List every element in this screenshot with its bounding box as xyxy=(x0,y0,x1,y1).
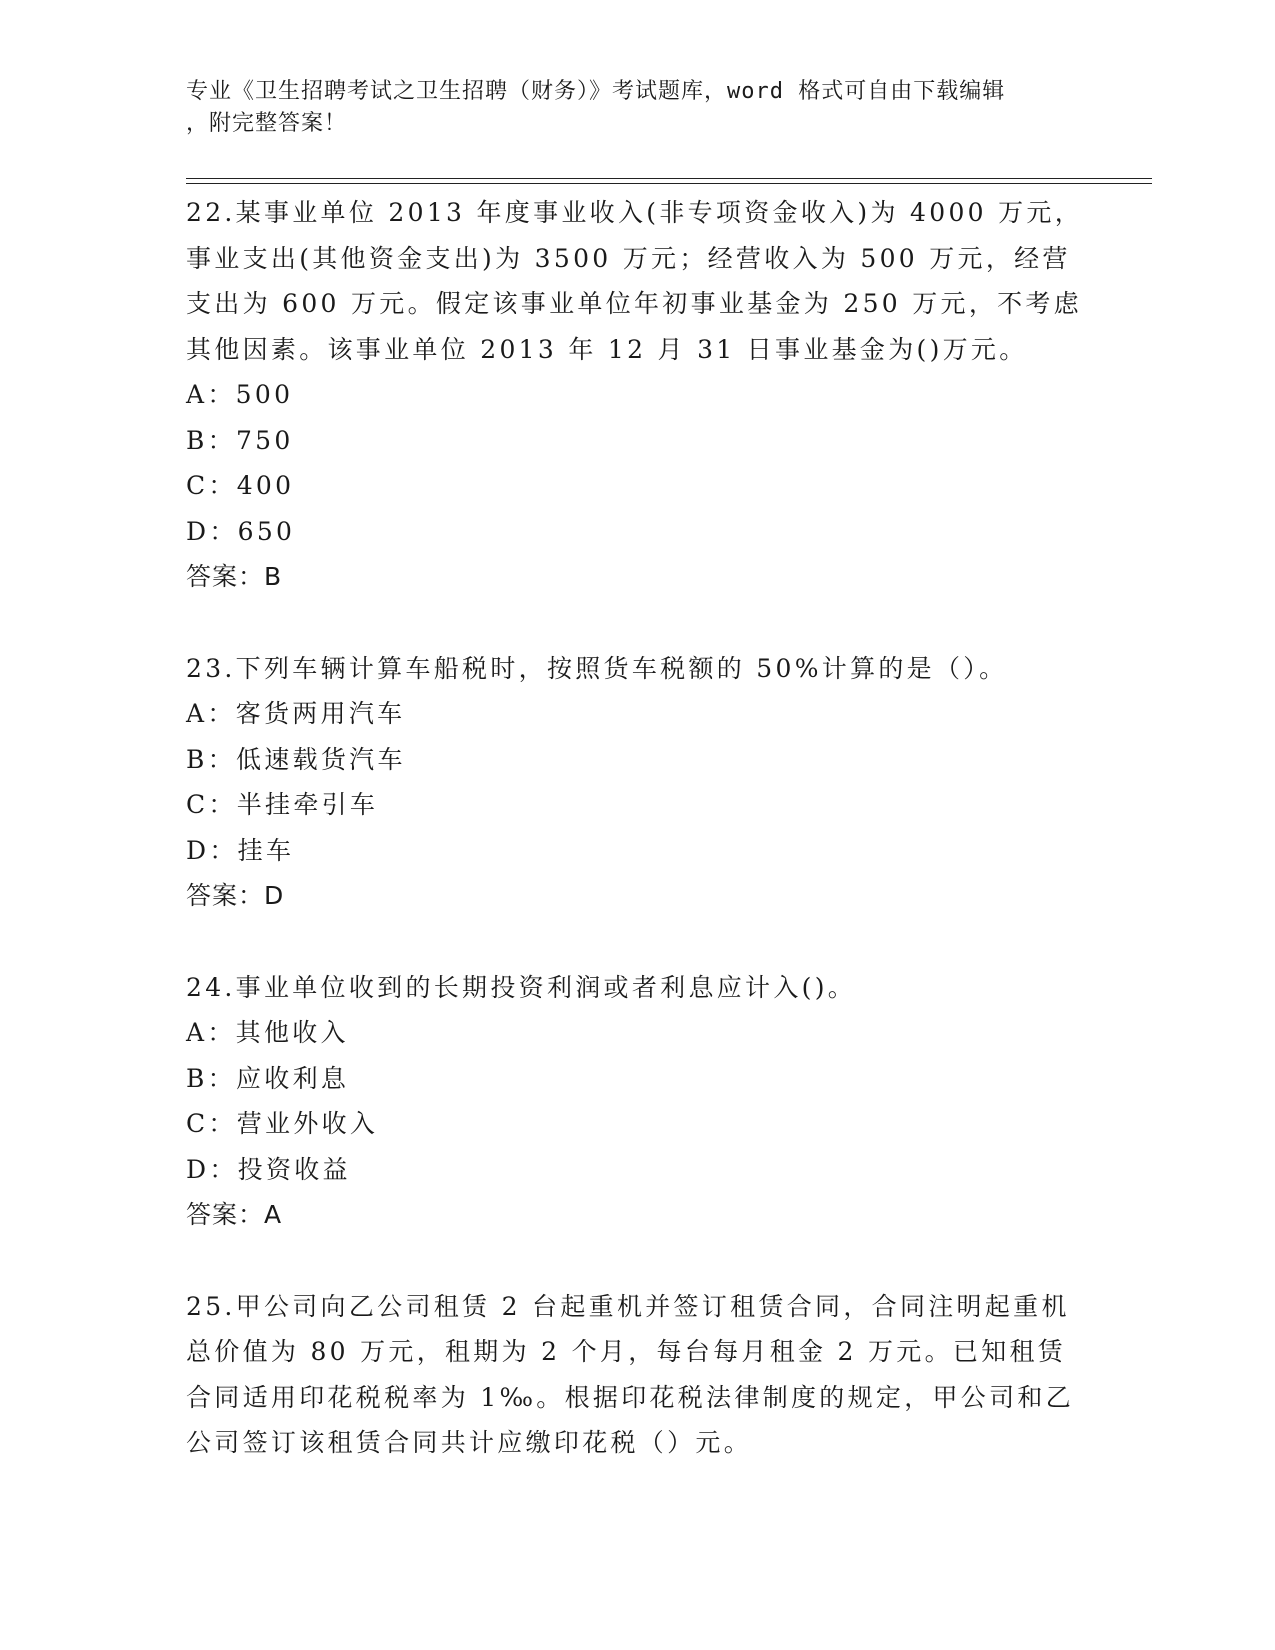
option-c: C：400 xyxy=(186,471,295,500)
question-24 xyxy=(186,965,1086,1238)
question-list xyxy=(186,190,1086,1512)
header-line-2: ，附完整答案！ xyxy=(186,111,348,136)
header-divider-top xyxy=(186,178,1152,179)
answer-label: 答案：D xyxy=(186,881,285,910)
answer-label: 答案：A xyxy=(186,1200,283,1229)
header-line-1: 专业《卫生招聘考试之卫生招聘（财务）》考试题库，word 格式可自由下载编辑 xyxy=(186,79,1006,104)
option-list xyxy=(186,372,1086,554)
header-divider-bottom xyxy=(186,183,1152,184)
question-23 xyxy=(186,646,1086,919)
option-list xyxy=(186,691,1086,873)
option-list xyxy=(186,1010,1086,1192)
answer-label: 答案：B xyxy=(186,562,283,591)
option-a: A：客货两用汽车 xyxy=(186,699,406,728)
option-a: A：500 xyxy=(186,380,294,409)
question-22 xyxy=(186,190,1086,600)
option-a: A：其他收入 xyxy=(186,1018,349,1047)
option-b: B：应收利息 xyxy=(186,1063,350,1093)
option-c: C：半挂牵引车 xyxy=(186,790,379,819)
option-b: B：低速载货汽车 xyxy=(186,744,406,774)
option-d: D：投资收益 xyxy=(186,1154,351,1184)
question-text: 24.事业单位收到的长期投资利润或者利息应计入()。 xyxy=(186,972,857,1002)
question-text: 25.甲公司向乙公司租赁 2 台起重机并签订租赁合同，合同注明起重机总价值为 80 万元，租期为 2 个月，每台每月租金 2 万元。已知租赁合同适用印花税税率为 1‰。根据印花税法律制度的规定，甲公司和乙公司签订该租赁合同共计应缴印花税（）元。 xyxy=(186,1291,1074,1457)
option-d: D：650 xyxy=(186,516,296,546)
question-text: 23.下列车辆计算车船税时，按照货车税额的 50%计算的是（）。 xyxy=(186,653,1008,683)
option-d: D：挂车 xyxy=(186,835,295,865)
question-25 xyxy=(186,1284,1086,1466)
option-b: B：750 xyxy=(186,425,294,455)
option-c: C：营业外收入 xyxy=(186,1109,379,1138)
page-header xyxy=(186,76,1086,140)
question-text: 22.某事业单位 2013 年度事业收入(非专项资金收入)为 4000 万元，事业支出(其他资金支出)为 3500 万元；经营收入为 500 万元，经营支出为 600 万元。假定该事业单位年初事业基金为 250 万元，不考虑其他因素。该事业单位 2013 年 12 月 31 日事业基金为()万元。 xyxy=(186,198,1083,364)
